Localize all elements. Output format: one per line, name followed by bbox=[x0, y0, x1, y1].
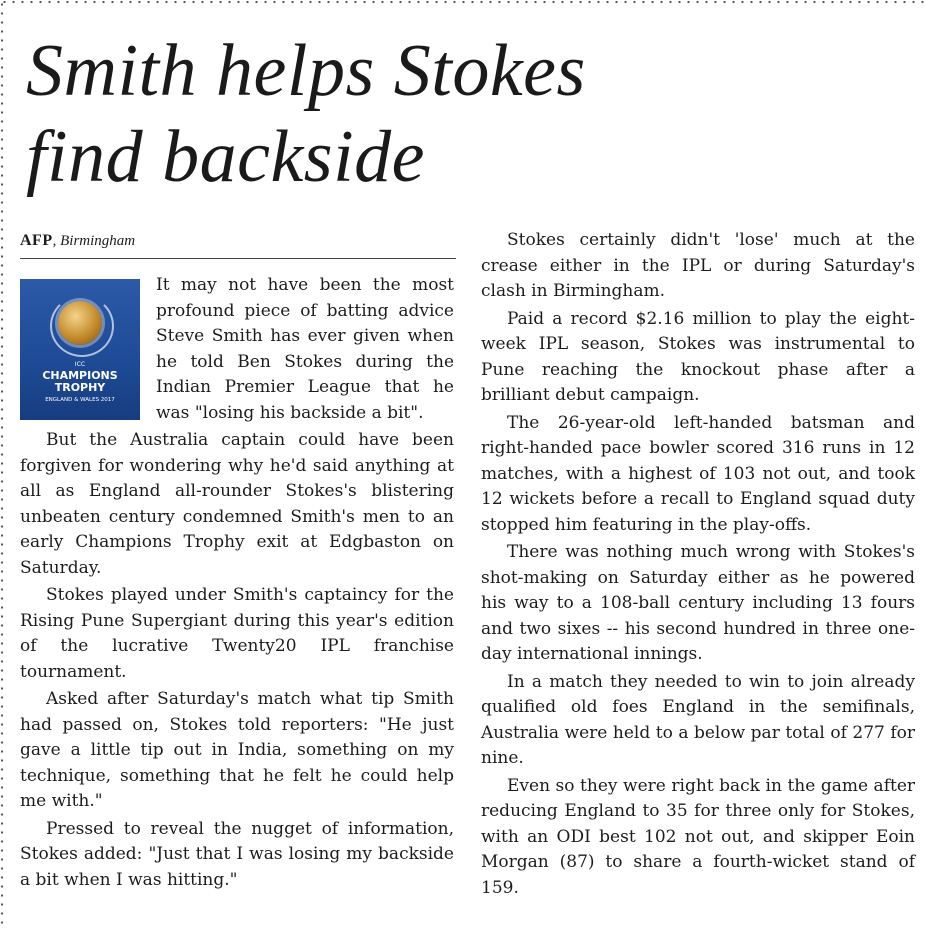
byline-separator: , bbox=[52, 233, 57, 249]
paragraph: In a match they needed to win to join already qualified old foes England in the semifinals, Australia were held to a below par total of 277 for nine. bbox=[481, 671, 915, 768]
paragraph: Even so they were right back in the game after reducing England to 35 for three only for Stokes, with an ODI best 102 not out, and skipper Eoin Morgan (87) to share a fourth-wicket stand of 159. bbox=[481, 775, 915, 898]
byline bbox=[20, 232, 135, 250]
headline bbox=[26, 28, 906, 200]
byline-divider bbox=[20, 258, 456, 259]
paragraph: Stokes certainly didn't 'lose' much at the crease either in the IPL or during Saturday's clash in Birmingham. bbox=[481, 230, 915, 301]
headline-line-1: Smith helps Stokes bbox=[26, 30, 586, 112]
paragraph: Paid a record $2.16 million to play the eight-week IPL season, Stokes was instrumental to Pune reaching the knockout phase after a brilliant debut campaign. bbox=[481, 308, 915, 405]
logo-icc-text: ICC bbox=[74, 361, 86, 368]
paragraph: Stokes played under Smith's captaincy for the Rising Pune Supergiant during this year's edition of the lucrative Twenty20 IPL franchise tournament. bbox=[20, 585, 454, 682]
article-column-left bbox=[20, 273, 454, 895]
logo-subtitle: ENGLAND & WALES 2017 bbox=[45, 397, 115, 403]
article-column-right bbox=[481, 228, 915, 903]
paragraph: Asked after Saturday's match what tip Smith had passed on, Stokes told reporters: "He just gave a little tip out in India, something on my technique, something that he felt he could help me with." bbox=[20, 689, 454, 811]
champions-trophy-logo bbox=[20, 279, 140, 420]
paragraph: But the Australia captain could have been forgiven for wondering why he'd said anything at all as England all-rounder Stokes's blistering unbeaten century condemned Smith's men to an early Champions Trophy exit at Edgbaston on Saturday. bbox=[20, 430, 454, 578]
paragraph: The 26-year-old left-handed batsman and right-handed pace bowler scored 316 runs in 12 matches, with a highest of 103 not out, and took 12 wickets before a recall to England squad duty stopped him featuring in the play-offs. bbox=[481, 412, 915, 535]
logo-title-line-2: TROPHY bbox=[54, 381, 106, 394]
logo-title bbox=[20, 370, 140, 394]
trophy-ball-icon bbox=[58, 301, 102, 345]
paragraph: Pressed to reveal the nugget of information, Stokes added: "Just that I was losing my backside a bit when I was hitting." bbox=[20, 818, 454, 890]
headline-line-2: find backside bbox=[26, 116, 426, 198]
byline-agency: AFP bbox=[20, 232, 53, 249]
paragraph: It may not have been the most profound piece of batting advice Steve Smith has ever given when he told Ben Stokes during the Indian Premier League that he was "losing his backside a bit". bbox=[156, 275, 454, 423]
dotted-border-top bbox=[0, 0, 925, 4]
logo-title-line-1: CHAMPIONS bbox=[42, 369, 118, 382]
paragraph: There was nothing much wrong with Stokes's shot-making on Saturday either as he powered his way to a 108-ball century including 13 fours and two sixes -- his second hundred in three one-day international innings. bbox=[481, 542, 915, 664]
dotted-border-left bbox=[0, 0, 4, 929]
byline-location: Birmingham bbox=[60, 233, 136, 249]
